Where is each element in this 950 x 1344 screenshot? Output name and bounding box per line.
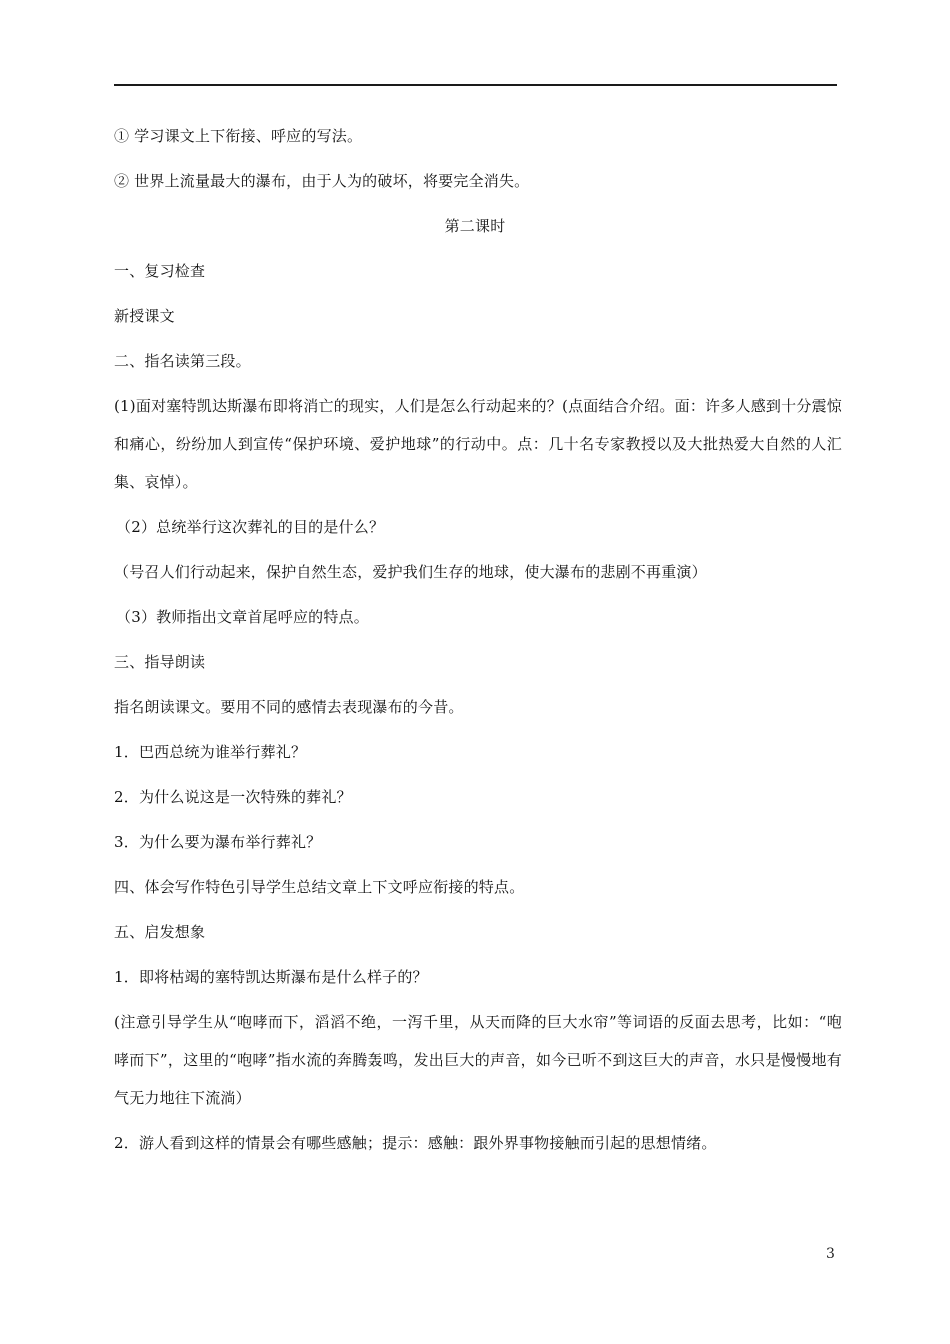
question-paragraph-1: (1)面对塞特凯达斯瀑布即将消亡的现实，人们是怎么行动起来的？(点面结合介绍。面：许多人感到十分震惊和痛心，纷纷加人到宣传“保护环境、爱护地球”的行动中。点：几十名专家教授以及大批热爱大自然的人汇集、哀悼）。 [114,397,842,491]
section-heading-new-lesson: 新授课文 [114,307,175,325]
lesson-heading: 第二课时 [444,217,506,235]
answer-2: （号召人们行动起来，保护自然生态，爱护我们生存的地球，使大瀑布的悲剧不再重演） [114,563,707,581]
reading-instruction: 指名朗读课文。要用不同的感情去表现瀑布的今昔。 [114,698,464,716]
reading-question-2: 2．为什么说这是一次特殊的葬礼？ [114,788,352,806]
reading-question-3: 3．为什么要为瀑布举行葬礼？ [114,833,322,851]
imagination-guidance-paragraph: (注意引导学生从“咆哮而下，滔滔不绝，一泻千里，从天而降的巨大水帘”等词语的反面去思考，比如：“咆哮而下”，这里的“咆哮”指水流的奔腾轰鸣，发出巨大的声音，如今已听不到这巨大的声音，水只是慢慢地有气无力地往下流淌） [114,1013,842,1107]
section-heading-writing-features: 四、体会写作特色引导学生总结文章上下文呼应衔接的特点。 [114,878,525,896]
document-body [114,117,842,1169]
question-2: （2）总统举行这次葬礼的目的是什么？ [116,518,385,536]
question-3: （3）教师指出文章首尾呼应的特点。 [116,608,369,626]
section-heading-guided-reading: 三、指导朗读 [114,653,206,671]
header-rule [114,84,837,86]
section-heading-review: 一、复习检查 [114,262,206,280]
section-heading-imagination: 五、启发想象 [114,923,206,941]
objective-2: ② 世界上流量最大的瀑布，由于人为的破坏，将要完全消失。 [114,172,530,190]
section-heading-reading: 二、指名读第三段。 [114,352,251,370]
imagination-question-1: 1．即将枯竭的塞特凯达斯瀑布是什么样子的？ [114,968,428,986]
page-number: 3 [826,1246,835,1262]
imagination-question-2: 2．游人看到这样的情景会有哪些感触；提示：感触：跟外界事物接触而引起的思想情绪。 [114,1134,717,1152]
objective-1: ① 学习课文上下衔接、呼应的写法。 [114,127,363,145]
reading-question-1: 1．巴西总统为谁举行葬礼？ [114,743,307,761]
